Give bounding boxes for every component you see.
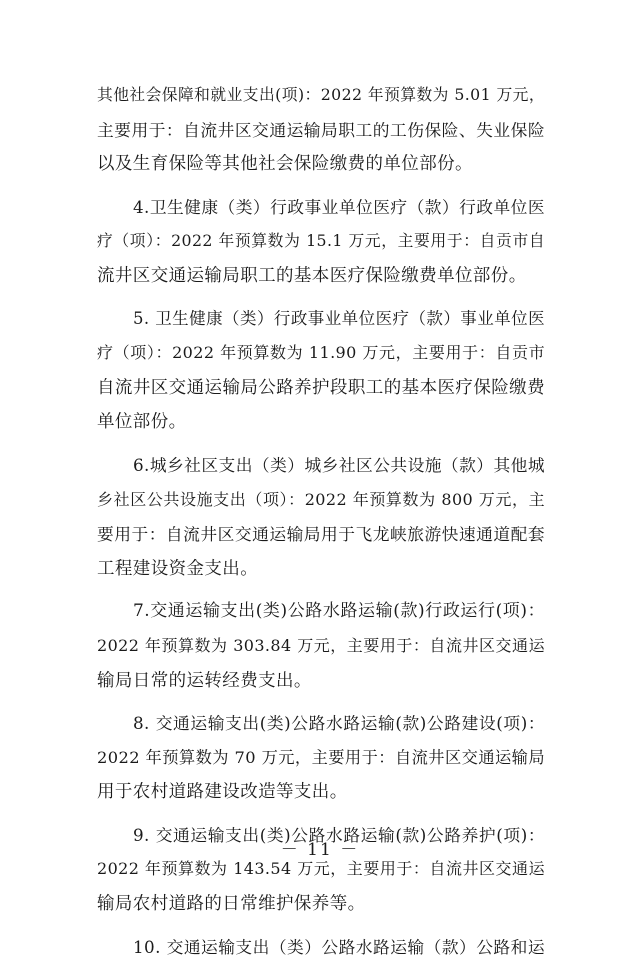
text-line: 输局日常的运转经费支出。: [97, 670, 312, 691]
paragraph-item-8: [97, 706, 545, 810]
paragraph-item-9: [97, 818, 545, 922]
paragraph-item-10: [97, 930, 545, 965]
page-number: － 11 －: [280, 840, 360, 860]
paragraph-social-security: [97, 78, 545, 182]
text-line: 用于农村道路建设改造等支出。: [97, 782, 348, 803]
paragraph-item-5: [97, 302, 545, 440]
text-line: 自流井区交通运输局公路养护段职工的基本医疗保险缴费: [97, 377, 545, 398]
text-line: 疗（项）：2022 年预算数为 11.90 万元，主要用于：自贡市: [97, 343, 545, 363]
text-line: 工程建设资金支出。: [97, 558, 259, 579]
text-line: 疗（项）：2022 年预算数为 15.1 万元，主要用于：自贡市自: [97, 231, 545, 251]
text-line: 其他社会保障和就业支出(项)：2022 年预算数为 5.01 万元，: [97, 85, 545, 104]
paragraph-item-4: [97, 190, 545, 294]
text-line: 输局农村道路的日常维护保养等。: [97, 894, 366, 915]
text-line: 6.城乡社区支出（类）城乡社区公共设施（款）其他城: [133, 454, 545, 475]
text-line: 单位部份。: [97, 412, 187, 433]
text-line: 主要用于：自流井区交通运输局职工的工伤保险、失业保险: [97, 119, 545, 140]
text-line: 乡社区公共设施支出（项）：2022 年预算数为 800 万元，主: [97, 489, 545, 509]
text-line: 2022 年预算数为 70 万元，主要用于：自流井区交通运输局: [97, 747, 545, 767]
paragraph-item-7: [97, 594, 545, 698]
text-line: 9. 交通运输支出(类)公路水路运输(款)公路养护(项)：: [133, 824, 545, 845]
text-line: 2022 年预算数为 143.54 万元，主要用于：自流井区交通运: [97, 859, 545, 879]
text-line: 流井区交通运输局职工的基本医疗保险缴费单位部份。: [97, 265, 527, 286]
text-line: 7.交通运输支出(类)公路水路运输(款)行政运行(项)：: [133, 601, 545, 622]
text-line: 2022 年预算数为 303.84 万元，主要用于：自流井区交通运: [97, 635, 545, 655]
paragraph-item-6: [97, 448, 545, 586]
text-line: 以及生育保险等其他社会保险缴费的单位部份。: [97, 154, 473, 175]
text-line: 8. 交通运输支出(类)公路水路运输(款)公路建设(项)：: [133, 713, 545, 734]
text-line: 10. 交通运输支出（类）公路水路运输（款）公路和运: [133, 936, 545, 957]
text-line: 4.卫生健康（类）行政事业单位医疗（款）行政单位医: [133, 196, 545, 217]
text-line: 要用于：自流井区交通运输局用于飞龙峡旅游快速通道配套: [97, 524, 545, 545]
text-line: 5. 卫生健康（类）行政事业单位医疗（款）事业单位医: [133, 308, 545, 328]
